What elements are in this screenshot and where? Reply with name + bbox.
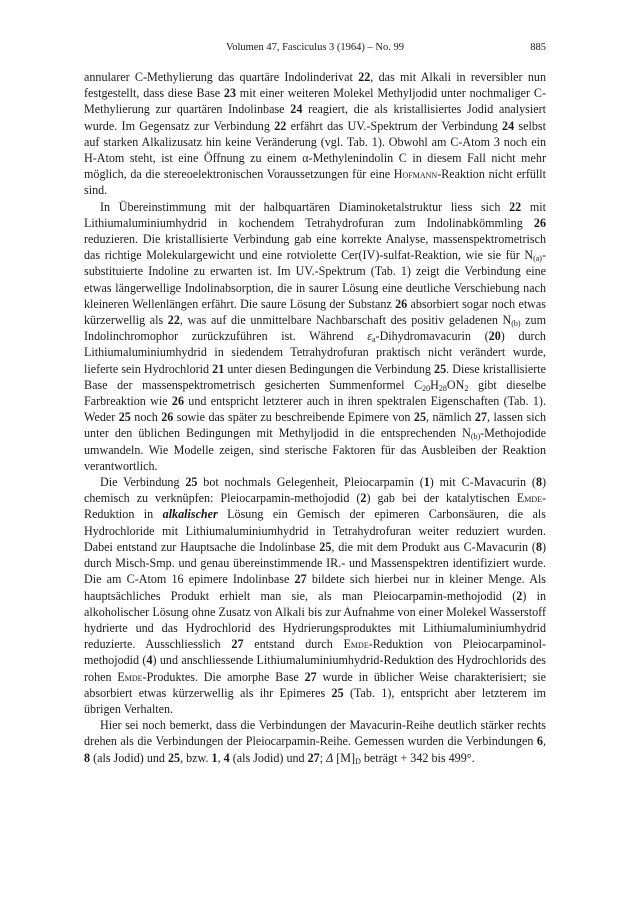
page-number: 885 [530, 42, 546, 53]
running-header [84, 42, 546, 56]
paragraph-1: annularer C-Methylierung das quartäre Indolinderivat 22, das mit Alkali in reversibler nun festgestellt, dass diese Base 23 mit einer weiteren Molekel Methyljodid unter nochmaliger C-Methylierung zur quartären Indolinbase 24 reagiert, die als kristallisiertes Jodid analysiert wurde. Im Gegensatz zur Verbindung 22 erfährt das UV.-Spektrum der Verbindung 24 selbst auf starken Alkalizusatz hin keine Veränderung (vgl. Tab. 1). Obwohl am C-Atom 3 noch ein H-Atom steht, ist eine Öffnung zu einem α-Methylenindolin C in diesem Fall nicht mehr möglich, da die stereoelektronischen Voraussetzungen für eine Hofmann-Reaktion nicht erfüllt sind. [84, 70, 546, 198]
paragraph-3: Die Verbindung 25 bot nochmals Gelegenheit, Pleiocarpamin (1) mit C-Mavacurin (8) chemisch zu verknüpfen: Pleiocarpamin-methojodid (2) gab bei der katalytischen Emde-Reduktion in alkalischer Lösung ein Gemisch der epimeren Carbonsäuren, die als Hydrochloride mit Lithiumaluminiumhydrid in Tetrahydrofuran weiter reduziert wurden. Dabei entstand zur Hauptsache die Indolinbase 25, die mit dem Produkt aus C-Mavacurin (8) durch Misch-Smp. und genau übereinstimmende IR.- und Massenspektren identifiziert wurde. Die am C-Atom 16 epimere Indolinbase 27 bildete sich hierbei nur in kleiner Menge. Als hauptsächliches Produkt erhielt man sie, als man Pleiocarpamin-methojodid (2) in alkoholischer Lösung ohne Zusatz von Alkali bis zur Aufnahme von einer Molekel Wasserstoff hydrierte und das Hydrochlorid des Hydrierungsproduktes mit Lithiumaluminiumhydrid reduzierte. Ausschliesslich 27 entstand durch Emde-Reduktion von Pleiocarpaminol-methojodid (4) und anschliessende Lithiumaluminiumhydrid-Reduktion des Hydrochlorids des rohen Emde-Produktes. Die amorphe Base 27 wurde in üblicher Weise charakterisiert; sie absorbiert etwas kürzerwellig als ihr Epimeres 25 (Tab. 1), entspricht aber letzterem im übrigen Verhalten. [84, 475, 547, 716]
paragraph-2: In Übereinstimmung mit der halbquartären Diaminoketalstruktur liess sich 22 mit Lithiumaluminiumhydrid in kochendem Tetrahydrofuran zum Indolinabkömmling 26 reduzieren. Die kristallisierte Verbindung gab eine korrekte Analyse, massenspektrometrisch das richtige Molekulargewicht und eine rotviolette Cer(IV)-sulfat-Reaktion, wie sie für $N_{(a)}$-substituierte Indoline zu erwarten ist. Im UV.-Spektrum (Tab. 1) zeigt die Verbindung eine etwas längerwellige Indolinabsorption, die in saurer Lösung eine deutliche Verschiebung nach kleineren Wellenlängen erfährt. Die saure Lösung der Substanz 26 absorbiert sogar noch etwas kürzerwellig als 22, was auf die unmittelbare Nachbarschaft des positiv geladenen $N_{(b)}$ zum Indolinchromophor zurückzuführen ist. Während $\varepsilon_a$-Dihydromavacurin (20) durch Lithiumaluminiumhydrid in siedendem Tetrahydrofuran praktisch nicht verändert wurde, lieferte sein Hydrochlorid 21 unter diesen Bedingungen die Verbindung 25. Diese kristallisierte Base der massenspektrometrisch gesicherten Summenformel $C_{20}H_{28}ON_2$ gibt dieselbe Farbreaktion wie 26 und entspricht letzterer auch in ihren spektralen Eigenschaften (Tab. 1). Weder 25 noch 26 sowie das später zu beschreibende Epimere von 25, nämlich 27, lassen sich unter den üblichen Bedingungen mit Methyljodid in die entsprechenden $N_{(b)}$-Methojodide umwandeln. Wie Modelle zeigen, sind sterische Faktoren für das Ausbleiben der Reaktion verantwortlich. [84, 199, 547, 473]
journal-reference: Volumen 47, Fasciculus 3 (1964) – No. 99 [225, 42, 404, 53]
body-text [84, 69, 546, 766]
paragraph-4: Hier sei noch bemerkt, dass die Verbindungen der Mavacurin-Reihe deutlich stärker rechts drehen als die Verbindungen der Pleiocarpamin-Reihe. Gemessen wurden die Verbindungen 6, 8 (als Jodid) und 25, bzw. 1, 4 (als Jodid) und 27; Δ $[M]_D$ beträgt + 342 bis 499°. [84, 718, 546, 766]
